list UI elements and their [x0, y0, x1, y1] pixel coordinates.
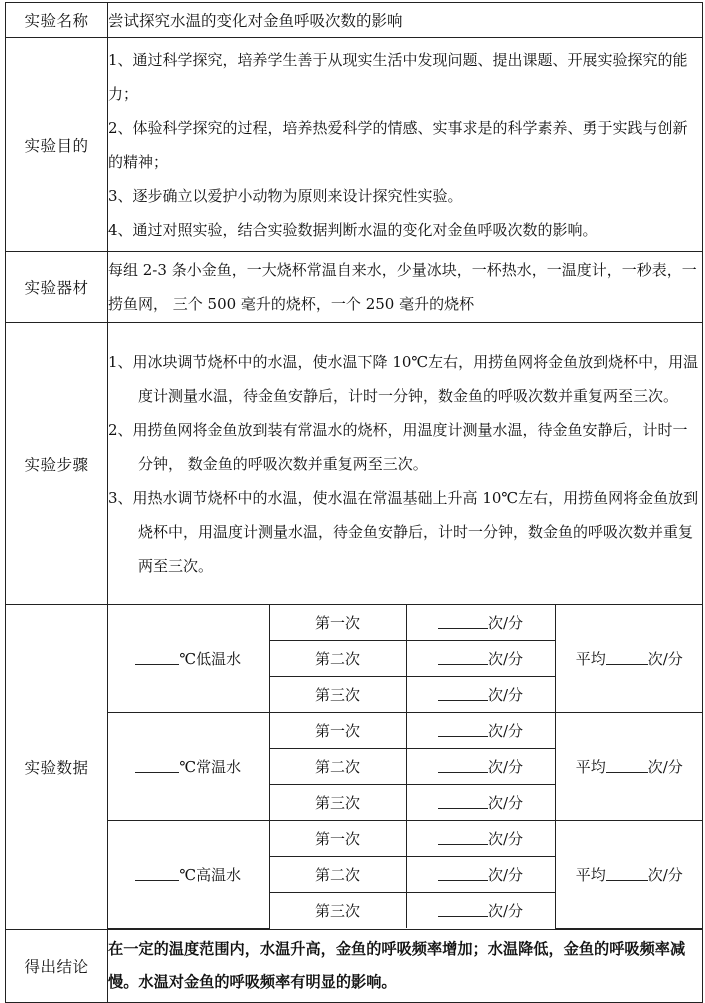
unit-label: 次/分 [647, 650, 683, 668]
steps-content [108, 323, 703, 605]
value-blank [438, 843, 488, 845]
conclusion-label: 得出结论 [6, 929, 108, 1002]
unit-label: 次/分 [487, 758, 524, 776]
average-label: 平均 [575, 865, 606, 884]
trial-label: 第一次 [269, 713, 406, 749]
group-name: ℃低温水 [179, 650, 242, 668]
trial-value [406, 605, 555, 641]
temp-blank [135, 663, 179, 665]
unit-label: 次/分 [487, 866, 524, 884]
average-cell [555, 821, 703, 929]
trial-label: 第二次 [269, 641, 406, 677]
purpose-item: 4、通过对照实验，结合实验数据判断水温的变化对金鱼呼吸次数的影响。 [108, 220, 598, 239]
purpose-label: 实验目的 [6, 38, 108, 252]
trial-value [406, 893, 555, 929]
trial-label: 第二次 [269, 857, 406, 893]
value-blank [438, 663, 488, 665]
data-row [108, 821, 703, 857]
group-name: ℃高温水 [179, 865, 242, 884]
data-row [108, 605, 703, 641]
unit-label: 次/分 [487, 650, 524, 668]
unit-label: 次/分 [647, 865, 683, 884]
average-blank [606, 879, 648, 881]
unit-label: 次/分 [647, 758, 683, 776]
unit-label: 次/分 [487, 686, 524, 704]
conclusion-content [108, 929, 703, 1002]
row-conclusion [6, 929, 703, 1002]
conclusion-text: 在一定的温度范围内，水温升高，金鱼的呼吸频率增加；水温降低，金鱼的呼吸频率减慢。水温对金鱼的呼吸频率有明显的影响。 [108, 939, 686, 991]
trial-label: 第二次 [269, 749, 406, 785]
trial-value [406, 749, 555, 785]
trial-value [406, 641, 555, 677]
trial-value [406, 785, 555, 821]
average-cell [555, 713, 703, 821]
purpose-item: 3、逐步确立以爱护小动物为原则来设计探究性实验。 [108, 186, 463, 205]
group-cell [108, 821, 269, 929]
temp-blank [135, 879, 179, 881]
data-row [108, 713, 703, 749]
trial-value [406, 677, 555, 713]
unit-label: 次/分 [487, 722, 524, 740]
average-label: 平均 [575, 650, 606, 668]
trial-label: 第一次 [269, 821, 406, 857]
trial-label: 第三次 [269, 677, 406, 713]
row-data [6, 605, 703, 930]
steps-label: 实验步骤 [6, 323, 108, 605]
value-blank [438, 915, 488, 917]
trial-value [406, 821, 555, 857]
step-item: 2、用捞鱼网将金鱼放到装有常温水的烧杯，用温度计测量水温，待金鱼安静后，计时一分钟， 数金鱼的呼吸次数并重复两至三次。 [108, 420, 688, 473]
group-cell [108, 713, 269, 821]
value-blank [438, 627, 488, 629]
name-value: 尝试探究水温的变化对金鱼呼吸次数的影响 [108, 3, 703, 38]
equipment-label: 实验器材 [6, 252, 108, 323]
value-blank [438, 735, 488, 737]
unit-label: 次/分 [487, 794, 524, 812]
trial-label: 第一次 [269, 605, 406, 641]
group-name: ℃常温水 [179, 758, 242, 776]
step-item: 3、用热水调节烧杯中的水温，使水温在常温基础上升高 10℃左右，用捞鱼网将金鱼放到烧杯中，用温度计测量水温，待金鱼安静后，计时一分钟，数金鱼的呼吸次数并重复两至三次。 [108, 488, 699, 575]
experiment-table [5, 2, 703, 1003]
trial-value [406, 857, 555, 893]
trial-label: 第三次 [269, 893, 406, 929]
trial-value [406, 713, 555, 749]
purpose-item: 1、通过科学探究，培养学生善于从现实生活中发现问题、提出课题、开展实验探究的能力； [108, 50, 688, 103]
purpose-item: 2、体验科学探究的过程，培养热爱科学的情感、实事求是的科学素养、勇于实践与创新的精神； [108, 118, 688, 171]
value-blank [438, 879, 488, 881]
unit-label: 次/分 [487, 614, 524, 632]
row-equipment [6, 252, 703, 323]
row-purpose [6, 38, 703, 252]
data-label: 实验数据 [6, 605, 108, 930]
average-blank [606, 663, 648, 665]
data-table [108, 605, 703, 929]
experiment-sheet [5, 2, 702, 998]
temp-blank [135, 771, 179, 773]
row-steps [6, 323, 703, 605]
value-blank [438, 699, 488, 701]
trial-label: 第三次 [269, 785, 406, 821]
row-name [6, 3, 703, 38]
group-cell [108, 605, 269, 713]
value-blank [438, 807, 488, 809]
equipment-content [108, 252, 703, 323]
data-content [108, 605, 703, 930]
step-item: 1、用冰块调节烧杯中的水温，使水温下降 10℃左右，用捞鱼网将金鱼放到烧杯中，用温度计测量水温，待金鱼安静后，计时一分钟，数金鱼的呼吸次数并重复两至三次。 [108, 352, 699, 405]
purpose-content [108, 38, 703, 252]
value-blank [438, 771, 488, 773]
average-blank [606, 771, 648, 773]
average-cell [555, 605, 703, 713]
unit-label: 次/分 [487, 902, 524, 920]
unit-label: 次/分 [487, 830, 524, 848]
average-label: 平均 [575, 758, 606, 776]
name-label: 实验名称 [6, 3, 108, 38]
equipment-text: 每组 2-3 条小金鱼，一大烧杯常温自来水，少量冰块，一杯热水，一温度计，一秒表，一捞鱼网， 三个 500 毫升的烧杯，一个 250 毫升的烧杯 [108, 261, 697, 313]
